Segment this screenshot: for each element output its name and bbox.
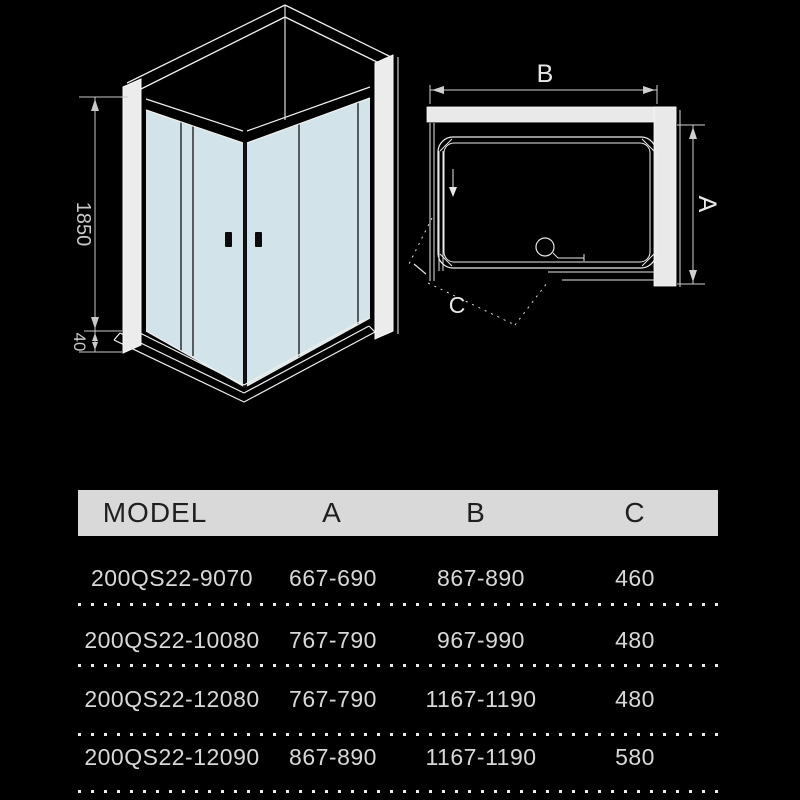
cell-model: 200QS22-12090 (84, 744, 260, 770)
tray-outline-outer (438, 137, 656, 268)
col-header-c: C (624, 497, 646, 528)
drain-icon (536, 238, 554, 256)
col-header-a: A (322, 497, 342, 528)
col-header-model: MODEL (102, 497, 208, 528)
dimension-label-1850: 1850 (72, 201, 94, 247)
tray-corner-tick (642, 254, 654, 266)
drain-pointer-line (553, 253, 558, 258)
door-swing-line (428, 283, 515, 325)
cell-c: 460 (615, 565, 655, 591)
wall-profile-left (123, 79, 141, 353)
door-handle-left (225, 232, 232, 247)
door-swing-line (407, 218, 432, 268)
door-handle-right (255, 232, 262, 247)
dimension-label-C: C (448, 292, 466, 318)
cell-a: 667-690 (289, 565, 377, 591)
tray-cap-line (114, 333, 120, 340)
top-rail-line (135, 17, 285, 92)
arrow-right-icon (643, 86, 655, 94)
spec-table-header (78, 490, 718, 536)
door-swing-dashed (407, 218, 547, 325)
top-rail-line (285, 5, 391, 57)
tray-corner-tick (440, 254, 452, 266)
arrow-down-icon (92, 342, 98, 350)
plan-wall-top (427, 107, 676, 122)
arrow-up-icon (689, 127, 697, 139)
top-rail-line (127, 5, 285, 83)
cell-c: 480 (615, 686, 655, 712)
row-separator (78, 664, 719, 667)
plan-view-diagram (407, 60, 721, 325)
plan-wall-right (654, 107, 676, 286)
arrow-down-icon (91, 317, 99, 329)
row-separator (78, 603, 719, 606)
top-rail-line (285, 17, 383, 65)
arrow-left-icon (432, 86, 444, 94)
door-pivot-line (414, 264, 426, 274)
row-separator (78, 790, 719, 793)
cell-b: 967-990 (437, 627, 525, 653)
cell-c: 580 (615, 744, 655, 770)
table-row (0, 669, 800, 729)
arrow-up-icon (92, 333, 98, 341)
cell-b: 867-890 (437, 565, 525, 591)
table-row (0, 610, 800, 670)
cell-b: 1167-1190 (425, 686, 537, 712)
dimension-label-40: 40 (70, 332, 89, 352)
glass-panel-left (146, 110, 243, 386)
tray-corner-tick (642, 139, 654, 151)
table-row (0, 548, 800, 608)
col-header-b: B (466, 497, 486, 528)
cell-model: 200QS22-10080 (84, 627, 260, 653)
cell-model: 200QS22-12080 (84, 686, 260, 712)
cell-a: 767-790 (289, 627, 377, 653)
arrow-up-icon (91, 99, 99, 111)
wall-profile-right (375, 55, 393, 339)
glass-panel-right (247, 98, 370, 386)
cell-a: 867-890 (289, 744, 377, 770)
arrow-down-icon (449, 187, 457, 197)
cell-model: 200QS22-9070 (90, 565, 254, 591)
front-view-diagram (70, 5, 398, 402)
tray-corner-tick (440, 139, 452, 151)
cell-a: 767-790 (289, 686, 377, 712)
door-swing-line (515, 283, 547, 325)
tray-cap-line (369, 326, 375, 332)
dimension-label-A: A (693, 195, 721, 213)
cell-b: 1167-1190 (425, 744, 537, 770)
dimension-label-B: B (536, 60, 554, 88)
table-row (0, 727, 800, 787)
arrow-down-icon (689, 270, 697, 282)
tray-outline-inner (444, 143, 650, 262)
cell-c: 480 (615, 627, 655, 653)
